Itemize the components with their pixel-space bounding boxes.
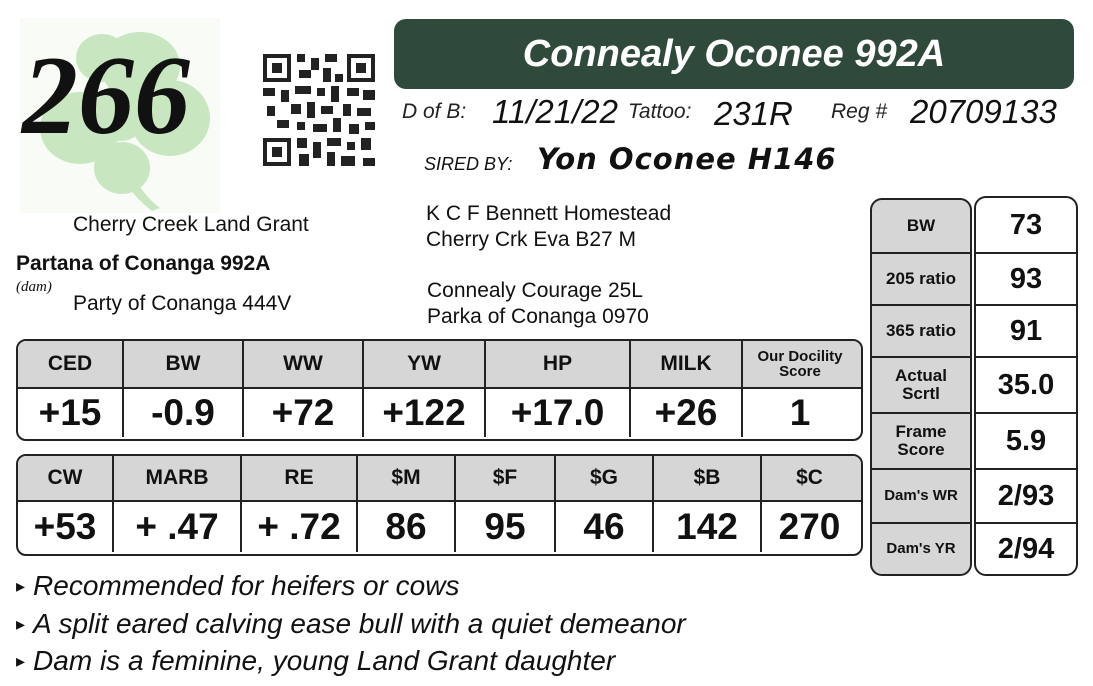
note-text: Dam is a feminine, young Land Grant daughter <box>33 645 616 676</box>
triangle-bullet-icon: ▸ <box>16 614 26 634</box>
epd-value-bw: -0.9 <box>122 389 242 437</box>
sire-sire: K C F Bennett Homestead <box>426 202 672 225</box>
epd-header-marb: MARB <box>112 456 240 500</box>
reg-label: Reg # <box>831 100 888 123</box>
note-item <box>16 608 686 640</box>
perf-value-365: 91 <box>976 304 1076 356</box>
epd-value-g: 46 <box>554 502 652 552</box>
epd-value-docility: 1 <box>741 389 857 437</box>
epd-header-cw: CW <box>47 466 83 489</box>
epd-value-ww: +72 <box>242 389 362 437</box>
perf-value-frame: 5.9 <box>976 412 1076 468</box>
animal-name-banner <box>394 19 1074 89</box>
epd-value-milk: +26 <box>629 389 741 437</box>
epd-value-re: + .72 <box>240 502 356 552</box>
qr-code-icon <box>263 54 375 166</box>
note-text: A split eared calving ease bull with a quiet demeanor <box>33 608 686 639</box>
epd-header-hp: HP <box>484 341 629 387</box>
perf-label-frame: Frame Score <box>872 412 970 468</box>
epd-header-yw: YW <box>362 341 484 387</box>
triangle-bullet-icon: ▸ <box>16 576 26 596</box>
perf-label-scrotal: Actual Scrtl <box>872 356 970 412</box>
epd-table-2 <box>16 454 863 556</box>
epd-table-1 <box>16 339 863 441</box>
dam-sire: Cherry Creek Land Grant <box>73 213 309 236</box>
epd-header-bw: BW <box>122 341 242 387</box>
epd-value-marb: + .47 <box>112 502 240 552</box>
dob-label: D of B: <box>402 100 467 123</box>
perf-value-scrotal: 35.0 <box>976 356 1076 412</box>
perf-value-bw: 73 <box>1009 208 1043 241</box>
sire-name: Yon Oconee H146 <box>537 142 837 176</box>
epd-value-ced: +15 <box>38 392 102 433</box>
perf-label-dams-wr: Dam's WR <box>872 468 970 522</box>
tattoo-label: Tattoo: <box>628 100 692 123</box>
epd-value-f: 95 <box>454 502 554 552</box>
perf-value-dams-wr: 2/93 <box>976 468 1076 522</box>
note-item <box>16 645 615 677</box>
epd-header-b: $B <box>652 456 760 500</box>
dam-dam-sire: Connealy Courage 25L <box>427 279 643 302</box>
epd-header-ww: WW <box>242 341 362 387</box>
epd-header-f: $F <box>454 456 554 500</box>
epd-value-hp: +17.0 <box>484 389 629 437</box>
triangle-bullet-icon: ▸ <box>16 651 26 671</box>
perf-value-dams-yr: 2/94 <box>976 522 1076 574</box>
epd-header-ced: CED <box>47 352 93 375</box>
performance-label-column <box>870 198 972 576</box>
sired-by-label: SIRED BY: <box>424 154 513 174</box>
dam-tag: (dam) <box>16 279 52 295</box>
perf-label-bw: BW <box>906 216 936 235</box>
perf-label-365: 365 ratio <box>872 304 970 356</box>
note-text: Recommended for heifers or cows <box>33 570 460 601</box>
epd-value-m: 86 <box>356 502 454 552</box>
reg-value: 20709133 <box>910 93 1057 130</box>
dam-dam-dam: Parka of Conanga 0970 <box>427 305 649 328</box>
perf-value-205: 93 <box>976 252 1076 304</box>
dam-dam: Party of Conanga 444V <box>73 292 292 315</box>
epd-header-m: $M <box>356 456 454 500</box>
epd-header-g: $G <box>554 456 652 500</box>
animal-name: Connealy Oconee 992A <box>522 32 946 75</box>
tattoo-value: 231R <box>714 95 793 132</box>
epd-value-c: 270 <box>760 502 857 552</box>
epd-header-re: RE <box>240 456 356 500</box>
epd-value-cw: +53 <box>33 506 97 547</box>
dam-name: Partana of Conanga 992A <box>16 252 271 275</box>
epd-header-docility: Our Docility Score <box>741 341 857 387</box>
performance-value-column <box>974 196 1078 576</box>
sire-dam: Cherry Crk Eva B27 M <box>426 228 637 251</box>
epd-header-c: $C <box>760 456 857 500</box>
epd-value-yw: +122 <box>362 389 484 437</box>
note-item <box>16 570 459 602</box>
dob-value: 11/21/22 <box>492 93 619 130</box>
epd-value-b: 142 <box>652 502 760 552</box>
lot-number: 266 <box>22 34 190 158</box>
epd-header-milk: MILK <box>629 341 741 387</box>
perf-label-205: 205 ratio <box>872 252 970 304</box>
perf-label-dams-yr: Dam's YR <box>872 522 970 574</box>
